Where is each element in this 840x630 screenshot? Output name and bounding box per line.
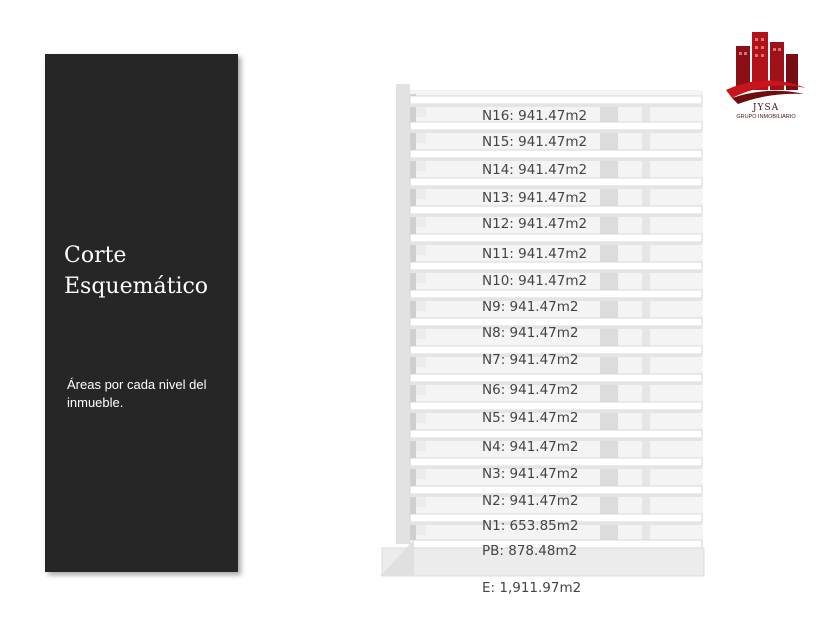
level-area-label: N5: 941.47m2 bbox=[482, 410, 579, 426]
level-area-label: N4: 941.47m2 bbox=[482, 439, 579, 455]
level-area-label: N9: 941.47m2 bbox=[482, 299, 579, 315]
level-area-label: N7: 941.47m2 bbox=[482, 352, 579, 368]
logo-tagline: GRUPO INMOBILIARIO bbox=[736, 114, 796, 120]
slab-bracket bbox=[416, 329, 426, 339]
left-facade bbox=[396, 84, 410, 544]
slab-bracket bbox=[416, 107, 426, 117]
company-logo bbox=[724, 28, 808, 124]
level-area-label: N2: 941.47m2 bbox=[482, 493, 579, 509]
slab-bracket bbox=[416, 497, 426, 507]
floor-slab bbox=[410, 234, 702, 242]
title-panel bbox=[45, 54, 238, 572]
slab-bracket bbox=[416, 217, 426, 227]
slab-bracket bbox=[416, 469, 426, 479]
level-area-label: N1: 653.85m2 bbox=[482, 518, 579, 534]
slab-bracket bbox=[416, 385, 426, 395]
level-area-label: N3: 941.47m2 bbox=[482, 466, 579, 482]
level-area-label: PB: 878.48m2 bbox=[482, 543, 578, 559]
slab-bracket bbox=[416, 189, 426, 199]
slab-bracket bbox=[416, 301, 426, 311]
level-area-label: N12: 941.47m2 bbox=[482, 216, 588, 232]
level-area-label: N13: 941.47m2 bbox=[482, 190, 588, 206]
logo-name: JYSA bbox=[752, 103, 780, 113]
panel-title: Corte Esquemático bbox=[64, 243, 209, 299]
slab-bracket bbox=[416, 441, 426, 451]
slab-bracket bbox=[416, 273, 426, 283]
slab-bracket bbox=[416, 161, 426, 171]
level-area-label: N6: 941.47m2 bbox=[482, 382, 579, 398]
slab-bracket bbox=[416, 133, 426, 143]
total-area-label: E: 1,911.97m2 bbox=[482, 580, 582, 596]
level-area-label: N15: 941.47m2 bbox=[482, 134, 588, 150]
level-area-label: N11: 941.47m2 bbox=[482, 246, 588, 262]
level-area-label: N16: 941.47m2 bbox=[482, 108, 588, 124]
level-area-label: N14: 941.47m2 bbox=[482, 162, 588, 178]
level-area-label: N10: 941.47m2 bbox=[482, 273, 588, 289]
slab-bracket bbox=[416, 245, 426, 255]
floor-slab bbox=[410, 96, 702, 104]
slab-bracket bbox=[416, 413, 426, 423]
slab-bracket bbox=[416, 357, 426, 367]
level-area-label: N8: 941.47m2 bbox=[482, 325, 579, 341]
building-logo-icon bbox=[724, 28, 808, 104]
slab-bracket bbox=[416, 525, 426, 535]
panel-subtitle: Áreas por cada nivel del inmueble. bbox=[67, 377, 207, 410]
